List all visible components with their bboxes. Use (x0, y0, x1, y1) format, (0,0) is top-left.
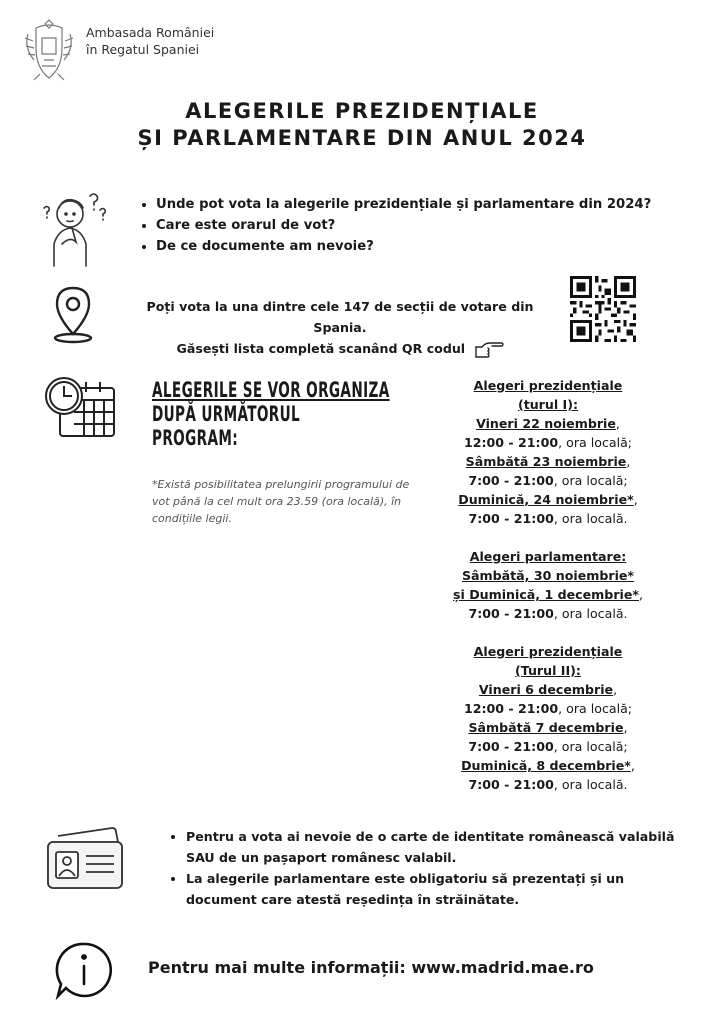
schedule-day (430, 585, 666, 604)
requirement-item: • La alegerile parlamentare este obligatoriu să prezentați și un document care atestă reședința în străinătate. (186, 868, 676, 910)
day-label: Vineri 22 noiembrie (476, 416, 616, 431)
requirements-list (168, 826, 676, 910)
program-title (152, 378, 390, 450)
questions-list (136, 194, 651, 257)
hours: 12:00 - 21:00 (463, 435, 559, 450)
comma: , (626, 454, 631, 469)
local-time: , ora locală; (553, 473, 628, 488)
schedule-day (430, 490, 666, 509)
schedule-day (430, 566, 666, 585)
comma: , (613, 682, 618, 697)
local-time: , ora locală; (558, 701, 633, 716)
schedule-day (430, 680, 666, 699)
more-info-link[interactable]: Pentru mai multe informații: www.madrid.mae.ro (148, 958, 594, 977)
hours: 7:00 - 21:00 (468, 606, 554, 621)
embassy-line1: Ambasada României (86, 25, 215, 40)
title-line1: ALEGERILE PREZIDENȚIALE (185, 99, 539, 123)
schedule-presidential-round2 (430, 642, 666, 794)
location-pin-icon (48, 284, 98, 346)
day-label: Sâmbătă 7 decembrie (468, 720, 624, 735)
hours: 7:00 - 21:00 (468, 739, 554, 754)
day-label: Vineri 6 decembrie (478, 682, 614, 697)
schedule-day (430, 414, 666, 433)
comma: , (638, 587, 643, 602)
schedule-hours (430, 604, 666, 623)
hours: 7:00 - 21:00 (468, 777, 554, 792)
day-label: Sâmbătă 23 noiembrie (465, 454, 627, 469)
program-title-line1: ALEGERILE SE VOR ORGANIZA (152, 378, 390, 402)
schedule-heading: Alegeri prezidențiale (473, 378, 623, 393)
embassy-line2: în Regatul Spaniei (86, 42, 200, 57)
hours: 7:00 - 21:00 (468, 473, 554, 488)
schedule-hours (430, 433, 666, 452)
schedule-day (430, 452, 666, 471)
question-item: • De ce documente am nevoie? (156, 236, 651, 257)
hours: 7:00 - 21:00 (468, 511, 554, 526)
title-line2: ȘI PARLAMENTARE DIN ANUL 2024 (137, 126, 587, 150)
sections-info (120, 296, 560, 359)
schedule (430, 376, 666, 813)
schedule-hours (430, 471, 666, 490)
schedule-heading: (turul I): (517, 397, 579, 412)
local-time: , ora locală. (553, 777, 628, 792)
pointing-hand-icon (474, 341, 504, 359)
comma: , (633, 492, 638, 507)
schedule-day (430, 718, 666, 737)
info-bubble-icon (54, 940, 114, 1000)
page-title (0, 98, 724, 152)
embassy-name (86, 24, 214, 58)
crest-icon (22, 16, 76, 82)
question-item: • Unde pot vota la alegerile prezidențiale și parlamentare din 2024? (156, 194, 651, 215)
requirement-item: • Pentru a vota ai nevoie de o carte de identitate românească valabilă SAU de un pașaport românesc valabil. (186, 826, 676, 868)
id-card-icon (42, 826, 126, 892)
hours: 12:00 - 21:00 (463, 701, 559, 716)
local-time: , ora locală; (553, 739, 628, 754)
program-title-line2: DUPĂ URMĂTORUL PROGRAM: (152, 402, 301, 450)
schedule-hours (430, 509, 666, 528)
day-label: Duminică, 8 decembrie* (461, 758, 631, 773)
comma: , (615, 416, 620, 431)
local-time: , ora locală. (553, 606, 628, 621)
day-label: și Duminică, 1 decembrie* (453, 587, 639, 602)
local-time: , ora locală; (558, 435, 633, 450)
schedule-heading: Alegeri parlamentare: (469, 549, 627, 564)
day-label: Sâmbătă, 30 noiembrie* (461, 568, 635, 583)
local-time: , ora locală. (553, 511, 628, 526)
comma: , (623, 720, 628, 735)
schedule-parliamentary (430, 547, 666, 623)
schedule-hours (430, 775, 666, 794)
schedule-hours (430, 699, 666, 718)
qr-code-icon[interactable] (570, 276, 636, 342)
extension-note: *Există posibilitatea prelungirii programului de vot până la cel mult ora 23.59 (ora locală), în condițiile legii. (152, 478, 410, 525)
schedule-hours (430, 737, 666, 756)
sections-line2-row (120, 338, 560, 359)
schedule-heading: Alegeri prezidențiale (473, 644, 623, 659)
schedule-presidential-round1 (430, 376, 666, 528)
thinking-person-icon (40, 188, 110, 268)
clock-calendar-icon (44, 374, 116, 438)
sections-line2: Găsești lista completă scanând QR codul (176, 341, 466, 356)
sections-line1: Poți vota la una dintre cele 147 de secții de votare din Spania. (146, 299, 534, 335)
question-item: • Care este orarul de vot? (156, 215, 651, 236)
schedule-day (430, 756, 666, 775)
day-label: Duminică, 24 noiembrie* (458, 492, 634, 507)
schedule-heading: (Turul II): (515, 663, 581, 678)
comma: , (630, 758, 635, 773)
